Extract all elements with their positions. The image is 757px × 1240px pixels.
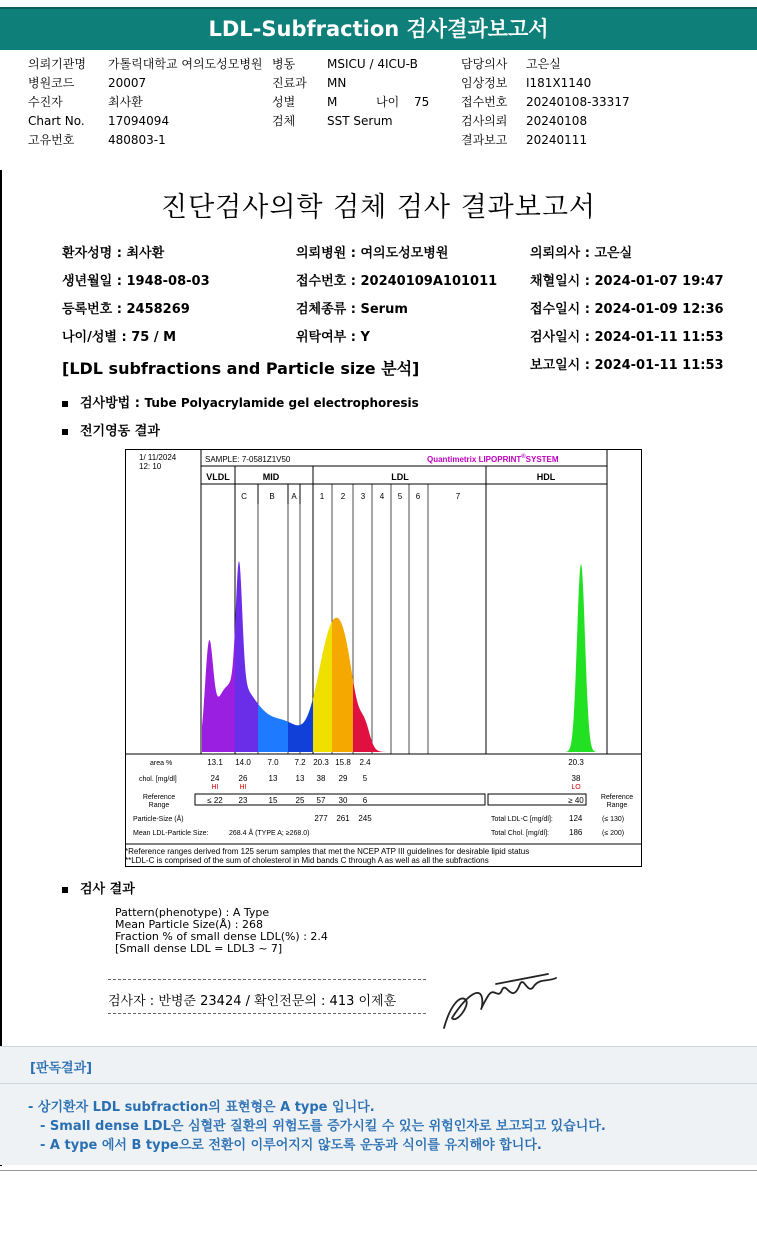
header-value: 20007 — [108, 76, 147, 90]
chart-frame — [126, 450, 642, 867]
hdl-area-value: 20.3 — [568, 758, 584, 767]
header-value: 17094094 — [108, 114, 170, 128]
info-item: 등록번호 : 2458269 — [62, 302, 190, 317]
header-label: 진료과 — [272, 76, 307, 90]
result-label: 검사 결과 — [80, 882, 135, 897]
header-label: 임상정보 — [461, 76, 508, 90]
bullet-icon — [62, 429, 68, 435]
header-value: MSICU / 4ICU-B — [327, 57, 418, 71]
band-label-vldl: VLDL — [206, 472, 230, 482]
ref-value: 23 — [238, 796, 248, 805]
result-line: Pattern(phenotype) : A Type — [115, 906, 270, 919]
mid-band-label: A — [291, 492, 297, 501]
band-label-mid: MID — [262, 472, 280, 482]
info-item: 검체종류 : Serum — [296, 302, 408, 317]
total-chol-value: 186 — [569, 828, 583, 837]
signature-divider-bottom — [108, 1013, 426, 1014]
chol-value: 24 — [210, 774, 220, 783]
ref-value: 15 — [268, 796, 278, 805]
chart-sample: SAMPLE: 7-0581Z1V50 — [205, 455, 291, 464]
bullet-icon — [62, 887, 68, 893]
area-value: 15.8 — [335, 758, 351, 767]
band-label-ldl: LDL — [391, 472, 409, 482]
header-label: 병원코드 — [28, 76, 75, 90]
report-title: 진단검사의학 검체 검사 결과보고서 — [161, 192, 596, 223]
header-value: SST Serum — [327, 114, 393, 128]
hdl-chol-flag: LO — [571, 784, 581, 791]
method-bullet — [62, 392, 419, 411]
info-item: 위탁여부 : Y — [296, 330, 370, 345]
mid-band-label: C — [241, 492, 247, 501]
header-value: 20240108 — [526, 114, 588, 128]
chart-time: 12: 10 — [139, 462, 162, 471]
footnote-2: **LDL-C is comprised of the sum of cholesterol in Mid bands C through A as well as all the subfractions — [125, 856, 489, 865]
chart-date: 1/ 11/2024 — [139, 453, 177, 462]
particle-size-value: 245 — [358, 814, 372, 823]
header-value: 가톨릭대학교 여의도성모병원 — [108, 57, 263, 71]
header-label: 검체 — [272, 114, 296, 128]
subtitle-en: [LDL subfractions and Particle size — [62, 359, 376, 378]
header-label: 담당의사 — [461, 57, 508, 71]
chol-value: 26 — [238, 774, 248, 783]
ref-value: 6 — [362, 796, 368, 805]
footnote-1: *Reference ranges derived from 125 serum samples that met the NCEP ATP III guidelines for desirable lipid status — [125, 847, 530, 856]
area-label: area % — [150, 760, 173, 767]
area-value: 7.2 — [294, 758, 306, 767]
header-value: 고은실 — [526, 57, 561, 71]
header-value: 480803-1 — [108, 133, 166, 147]
bullet-icon — [62, 401, 68, 407]
brand-reg: ® — [521, 454, 526, 460]
report-header-bar — [0, 7, 757, 50]
page-title: LDL-Subfraction 검사결과보고서 — [208, 17, 549, 41]
judgement-divider — [0, 1083, 757, 1084]
chol-value: 13 — [295, 774, 305, 783]
header-label: Chart No. — [28, 114, 85, 128]
inspector-line: 검사자 : 반병준 23424 / 확인전문의 : 413 이제훈 — [108, 994, 397, 1009]
ldl-band-label: 3 — [360, 492, 366, 501]
ldl-band-label: 7 — [455, 492, 461, 501]
total-chol-label: Total Chol. [mg/dl]: — [491, 830, 549, 837]
header-label: 수진자 — [28, 95, 63, 109]
header-label: 의뢰기관명 — [28, 57, 86, 71]
total-ldl-ref: (≤ 130) — [602, 816, 625, 823]
result-line: Mean Particle Size(Å) : 268 — [115, 918, 263, 931]
area-value: 14.0 — [235, 758, 251, 767]
total-chol-ref: (≤ 200) — [602, 830, 625, 837]
particle-size-value: 277 — [314, 814, 328, 823]
ref-value: 25 — [295, 796, 305, 805]
chol-value: 5 — [362, 774, 368, 783]
info-item: 보고일시 : 2024-01-11 11:53 — [530, 358, 724, 373]
particle-size-label: Particle-Size (Å) — [133, 816, 184, 823]
band-label-hdl: HDL — [536, 472, 556, 482]
ref-label: Reference — [142, 794, 176, 801]
chol-value: 13 — [268, 774, 278, 783]
info-item: 의뢰의사 : 고은실 — [530, 246, 633, 261]
ref-value: 30 — [338, 796, 348, 805]
result-text — [115, 907, 328, 955]
subtitle-ko: 분석] — [381, 359, 420, 378]
chol-value: 29 — [338, 774, 348, 783]
header-label: 나이 — [376, 95, 400, 109]
total-ldl-value: 124 — [569, 814, 583, 823]
ldl-band-label: 2 — [340, 492, 346, 501]
signature-image — [436, 966, 566, 1036]
method-label: 검사방법 : — [80, 396, 140, 411]
ref-right-label: Reference — [600, 794, 634, 801]
mid-band-label: B — [269, 492, 275, 501]
info-item: 접수일시 : 2024-01-09 12:36 — [530, 302, 724, 317]
info-item: 접수번호 : 20240109A101011 — [296, 274, 498, 289]
header-label: 병동 — [272, 57, 296, 71]
header-value: 75 — [414, 95, 430, 109]
brand-sys: SYSTEM — [525, 455, 559, 464]
particle-size-value: 261 — [336, 814, 350, 823]
header-value: 20240108-33317 — [526, 95, 630, 109]
info-item: 환자성명 : 최사환 — [62, 246, 165, 261]
result-line: Fraction % of small dense LDL(%) : 2.4 — [115, 930, 328, 943]
total-ldl-label: Total LDL-C [mg/dl]: — [491, 816, 553, 823]
result-line: [Small dense LDL = LDL3 ~ 7] — [115, 942, 283, 955]
area-value: 2.4 — [359, 758, 371, 767]
chol-value: 38 — [316, 774, 326, 783]
hdl-ref-value: ≥ 40 — [568, 796, 584, 805]
judgement-line: - A type 에서 B type으로 전환이 이루어지지 않도록 운동과 식이를 유지해야 합니다. — [40, 1138, 542, 1153]
mean-size-value: 268.4 Å (TYPE A; ≥268.0) — [229, 830, 310, 837]
info-item: 나이/성별 : 75 / M — [62, 330, 177, 345]
ref-right-label-2: Range — [606, 802, 628, 809]
electro-label: 전기영동 결과 — [80, 424, 160, 439]
ldl-band-label: 4 — [379, 492, 385, 501]
chart-brand — [427, 453, 559, 464]
area-value: 7.0 — [267, 758, 279, 767]
electro-bullet — [62, 420, 160, 439]
judgement-title: [판독결과] — [30, 1061, 93, 1076]
ref-value: 57 — [316, 796, 326, 805]
page-bottom-rule — [0, 1170, 757, 1171]
ldl-band-label: 1 — [319, 492, 325, 501]
header-value: M — [327, 95, 338, 109]
result-bullet — [62, 878, 135, 897]
ref-label-2: Range — [148, 802, 170, 809]
header-value: I181X1140 — [526, 76, 592, 90]
header-value: MN — [327, 76, 347, 90]
header-label: 검사의뢰 — [461, 114, 508, 128]
header-value: 20240111 — [526, 133, 588, 147]
analysis-subtitle — [62, 356, 419, 379]
info-item: 의뢰병원 : 여의도성모병원 — [296, 246, 449, 261]
lipoprint-chart — [125, 449, 642, 867]
header-label: 결과보고 — [461, 133, 508, 147]
header-label: 고유번호 — [28, 133, 75, 147]
signature-divider-top — [108, 979, 426, 980]
ldl-band-label: 6 — [415, 492, 421, 501]
area-value: 13.1 — [207, 758, 223, 767]
judgement-line: - Small dense LDL은 심혈관 질환의 위험도를 증가시킬 수 있는 위험인자로 보고되고 있습니다. — [40, 1119, 606, 1134]
ldl-band-label: 5 — [397, 492, 403, 501]
chol-flag: HI — [239, 784, 247, 791]
header-label: 성별 — [272, 95, 296, 109]
info-item: 채혈일시 : 2024-01-07 19:47 — [530, 274, 724, 289]
judgement-line: - 상기환자 LDL subfraction의 표현형은 A type 입니다. — [28, 1100, 375, 1115]
ref-value: ≤ 22 — [207, 796, 223, 805]
mean-size-label: Mean LDL-Particle Size: — [133, 830, 209, 837]
header-label: 접수번호 — [461, 95, 508, 109]
chart-footnotes — [125, 847, 529, 865]
brand-text: Quantimetrix LIPOPRINT — [427, 455, 522, 464]
header-value: 최사환 — [108, 95, 143, 109]
info-item: 생년월일 : 1948-08-03 — [62, 274, 210, 289]
area-value: 20.3 — [313, 758, 329, 767]
hdl-chol-value: 38 — [571, 774, 581, 783]
method-value: Tube Polyacrylamide gel electrophoresis — [144, 396, 419, 410]
chol-label: chol. [mg/dl] — [139, 776, 177, 783]
info-item: 검사일시 : 2024-01-11 11:53 — [530, 330, 724, 345]
chol-flag: HI — [211, 784, 219, 791]
